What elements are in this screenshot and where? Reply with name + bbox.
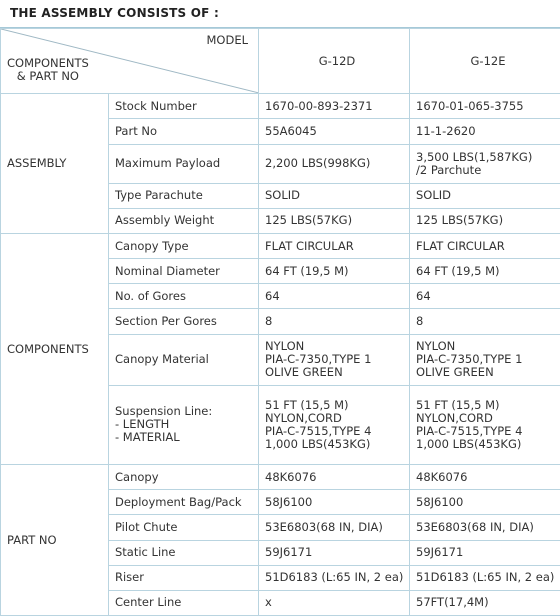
group-label: ASSEMBLY xyxy=(1,94,109,234)
value-g12d-text: 53E6803(68 IN, DIA) xyxy=(265,519,383,534)
row-label-text: Section Per Gores xyxy=(115,313,217,328)
value-g12d-text: 1670-00-893-2371 xyxy=(265,98,373,113)
value-g12e-text: 48K6076 xyxy=(416,469,468,484)
value-g12d xyxy=(259,515,410,540)
row-label xyxy=(109,94,259,119)
row-label-text: Canopy Type xyxy=(115,238,189,253)
value-g12d xyxy=(259,144,410,183)
row-label-text: Maximum Payload xyxy=(115,156,221,171)
spec-table xyxy=(0,28,560,616)
row-label xyxy=(109,565,259,590)
model-label: MODEL xyxy=(206,33,248,47)
row-label-text: Deployment Bag/Pack xyxy=(115,494,242,509)
value-g12d-text: 2,200 LBS(998KG) xyxy=(265,156,371,171)
page-title: THE ASSEMBLY CONSISTS OF : xyxy=(10,6,219,20)
value-g12e-text: 64 xyxy=(416,288,431,303)
value-g12e-text: 53E6803(68 IN, DIA) xyxy=(416,519,534,534)
value-g12d-text: 125 LBS(57KG) xyxy=(265,213,353,228)
value-g12e-text: 1670-01-065-3755 xyxy=(416,98,524,113)
row-label-text: Static Line xyxy=(115,545,176,560)
row-label-text: Pilot Chute xyxy=(115,519,178,534)
value-g12d-text: 64 FT (19,5 M) xyxy=(265,263,349,278)
value-g12e-text: 57FT(17,4M) xyxy=(416,595,489,610)
row-label xyxy=(109,119,259,144)
row-label xyxy=(109,284,259,309)
value-g12e-text: 59J6171 xyxy=(416,545,464,560)
value-g12e xyxy=(410,565,560,590)
value-g12e-text: 8 xyxy=(416,313,424,328)
value-g12d xyxy=(259,234,410,259)
row-label-text: Part No xyxy=(115,124,157,139)
value-g12d-text: SOLID xyxy=(265,188,301,203)
value-g12d-text: 51 FT (15,5 M) NYLON,CORD PIA-C-7515,TYPE 4 1,000 LBS(453KG) xyxy=(265,397,372,451)
value-g12d-text: FLAT CIRCULAR xyxy=(265,238,354,253)
row-label-text: Suspension Line: - LENGTH - MATERIAL xyxy=(115,404,213,445)
value-g12e-text: 11-1-2620 xyxy=(416,124,476,139)
row-label-text: Assembly Weight xyxy=(115,213,215,228)
table-row xyxy=(1,234,560,259)
row-label-text: Canopy xyxy=(115,469,159,484)
value-g12d xyxy=(259,183,410,208)
row-label xyxy=(109,234,259,259)
row-label-text: Stock Number xyxy=(115,98,197,113)
row-label xyxy=(109,515,259,540)
value-g12e xyxy=(410,119,560,144)
value-g12d-text: 58J6100 xyxy=(265,494,313,509)
page-title-bar xyxy=(0,0,560,28)
value-g12e-text: 51 FT (15,5 M) NYLON,CORD PIA-C-7515,TYPE 4 1,000 LBS(453KG) xyxy=(416,397,523,451)
value-g12e xyxy=(410,490,560,515)
value-g12e xyxy=(410,540,560,565)
row-label xyxy=(109,490,259,515)
value-g12d-text: 55A6045 xyxy=(265,124,317,139)
row-label xyxy=(109,183,259,208)
value-g12d xyxy=(259,490,410,515)
group-label: PART NO xyxy=(1,465,109,616)
value-g12d-text: 8 xyxy=(265,313,273,328)
value-g12e-text: NYLON PIA-C-7350,TYPE 1 OLIVE GREEN xyxy=(416,339,523,380)
value-g12e xyxy=(410,259,560,284)
row-label xyxy=(109,208,259,233)
row-label-text: Center Line xyxy=(115,595,182,610)
value-g12e-text: 58J6100 xyxy=(416,494,464,509)
row-label-text: Type Parachute xyxy=(115,188,203,203)
value-g12d xyxy=(259,334,410,385)
row-label xyxy=(109,385,259,464)
table-row xyxy=(1,465,560,490)
value-g12e xyxy=(410,385,560,464)
row-label xyxy=(109,590,259,615)
value-g12d xyxy=(259,590,410,615)
value-g12d xyxy=(259,119,410,144)
row-label-text: No. of Gores xyxy=(115,288,186,303)
table-row xyxy=(1,94,560,119)
value-g12e-text: 64 FT (19,5 M) xyxy=(416,263,500,278)
table-header-row xyxy=(1,29,560,94)
value-g12d-text: x xyxy=(265,595,272,610)
value-g12e xyxy=(410,94,560,119)
value-g12e-text: 125 LBS(57KG) xyxy=(416,213,504,228)
value-g12e xyxy=(410,334,560,385)
components-label: COMPONENTS & PART NO xyxy=(7,56,89,83)
model-header-g12d: G-12D xyxy=(259,29,410,94)
value-g12e-text: FLAT CIRCULAR xyxy=(416,238,505,253)
value-g12e xyxy=(410,515,560,540)
value-g12e-text: SOLID xyxy=(416,188,452,203)
header-corner-cell xyxy=(1,29,259,94)
model-header-g12e: G-12E xyxy=(410,29,560,94)
value-g12e xyxy=(410,234,560,259)
value-g12d xyxy=(259,284,410,309)
value-g12d xyxy=(259,259,410,284)
row-label-text: Riser xyxy=(115,570,144,585)
group-label: COMPONENTS xyxy=(1,234,109,465)
value-g12e xyxy=(410,465,560,490)
value-g12d-text: 51D6183 (L:65 IN, 2 ea) xyxy=(265,570,404,585)
value-g12e xyxy=(410,144,560,183)
row-label xyxy=(109,334,259,385)
row-label xyxy=(109,259,259,284)
value-g12e xyxy=(410,309,560,334)
value-g12e-text: 51D6183 (L:65 IN, 2 ea) xyxy=(416,570,555,585)
row-label xyxy=(109,465,259,490)
value-g12d xyxy=(259,465,410,490)
value-g12d xyxy=(259,540,410,565)
value-g12d-text: 48K6076 xyxy=(265,469,317,484)
value-g12e xyxy=(410,284,560,309)
value-g12d-text: 64 xyxy=(265,288,280,303)
value-g12e xyxy=(410,183,560,208)
value-g12d xyxy=(259,385,410,464)
value-g12d xyxy=(259,94,410,119)
value-g12d xyxy=(259,565,410,590)
row-label xyxy=(109,144,259,183)
row-label-text: Canopy Material xyxy=(115,352,209,367)
value-g12d-text: NYLON PIA-C-7350,TYPE 1 OLIVE GREEN xyxy=(265,339,372,380)
value-g12d xyxy=(259,309,410,334)
row-label xyxy=(109,540,259,565)
row-label xyxy=(109,309,259,334)
value-g12e-text: 3,500 LBS(1,587KG) /2 Parchute xyxy=(416,149,533,177)
value-g12d-text: 59J6171 xyxy=(265,545,313,560)
row-label-text: Nominal Diameter xyxy=(115,263,220,278)
value-g12e xyxy=(410,590,560,615)
value-g12d xyxy=(259,208,410,233)
value-g12e xyxy=(410,208,560,233)
